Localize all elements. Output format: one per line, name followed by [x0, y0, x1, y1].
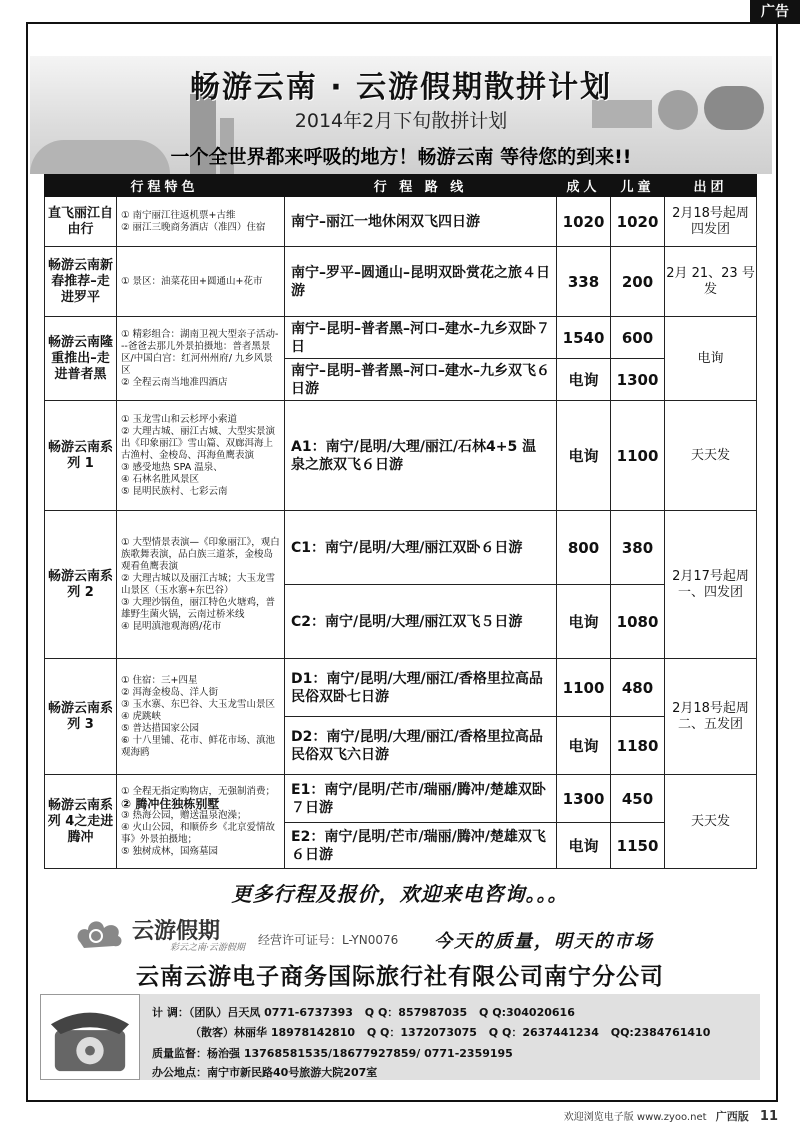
route: C1：南宁/昆明/大理/丽江双卧６日游	[285, 511, 557, 585]
route: E2：南宁/昆明/芒市/瑞丽/腾冲/楚雄双飞６日游	[285, 823, 557, 869]
child-price: 1020	[611, 197, 665, 247]
features	[117, 317, 285, 401]
route: A1：南宁/昆明/大理/丽江/石林4+5 温泉之旅双飞６日游	[285, 401, 557, 511]
features	[117, 197, 285, 247]
feature-item: ④ 昆明滇池观海鸥/花市	[121, 620, 222, 632]
contact-text: 计 调：（团队）吕天凤 0771-6737393	[152, 1006, 353, 1019]
route: 南宁–昆明–普者黑–河口–建水–九乡双卧７日	[285, 317, 557, 359]
adult-price: 800	[557, 511, 611, 585]
feature-item: ② 腾冲住独栋别墅	[121, 796, 220, 811]
adult-price: 电询	[557, 717, 611, 775]
contact-text: QQ:2384761410	[610, 1026, 711, 1039]
child-price: 200	[611, 247, 665, 317]
banner-title: 畅游云南 · 云游假期散拼计划	[189, 70, 613, 105]
category: 畅游云南隆重推出–走进普者黑	[45, 317, 117, 401]
table-row	[45, 659, 757, 717]
route: C2：南宁/昆明/大理/丽江双飞５日游	[285, 585, 557, 659]
feature-item: ⑤ 独树成林，国殇墓园	[121, 845, 219, 857]
table-row	[45, 197, 757, 247]
child-price: 480	[611, 659, 665, 717]
features	[117, 401, 285, 511]
feature-item: ④ 火山公园，和顺侨乡《北京爱情故事》外景拍摄地；	[121, 821, 276, 845]
adult-price: 电询	[557, 585, 611, 659]
departure: 2月18号起周四发团	[665, 197, 757, 247]
footer-edition: 广西版	[715, 1110, 749, 1123]
feature-item: ② 洱海金梭岛、洋人街	[121, 686, 219, 698]
adult-price: 电询	[557, 359, 611, 401]
feature-item: ② 丽江三晚商务酒店（准四）住宿	[121, 221, 266, 233]
adult-price: 1540	[557, 317, 611, 359]
route: 南宁–丽江一地休闲双飞四日游	[285, 197, 557, 247]
features	[117, 775, 285, 869]
company-name: 云南云游电子商务国际旅行社有限公司南宁分公司	[136, 964, 664, 990]
child-price: 1080	[611, 585, 665, 659]
footer-site: 欢迎浏览电子版 www.zyoo.net	[563, 1112, 707, 1123]
route: D1：南宁/昆明/大理/丽江/香格里拉高品民俗双卧七日游	[285, 659, 557, 717]
child-price: 1100	[611, 401, 665, 511]
feature-item: ⑤ 昆明民族村、七彩云南	[121, 485, 228, 497]
category: 直飞丽江自由行	[45, 197, 117, 247]
banner	[30, 56, 772, 174]
feature-item: ① 精彩组合：湖南卫视大型亲子活动---爸爸去那儿外景拍摄地：普者黑景区/中国白宫：红河州州府/ 九乡风景区	[121, 328, 279, 376]
departure: 天天发	[665, 401, 757, 511]
feature-item: ② 全程云南当地准四酒店	[121, 376, 228, 388]
child-price: 380	[611, 511, 665, 585]
child-price: 450	[611, 775, 665, 823]
feature-item: ① 玉龙雪山和云杉坪小索道	[121, 413, 238, 425]
col-header: 儿童	[611, 175, 665, 197]
features	[117, 247, 285, 317]
col-header: 成人	[557, 175, 611, 197]
page-number: 11	[759, 1109, 778, 1124]
category: 畅游云南系列 2	[45, 511, 117, 659]
feature-item: ③ 感受地热 SPA 温泉、	[121, 461, 223, 473]
feature-item: ① 大型情景表演—《印象丽江》，观白族歌舞表演，品白族三道茶，金梭岛观看鱼鹰表演	[121, 536, 280, 572]
contact-text: （散客）林丽华 18978142810	[190, 1026, 356, 1039]
feature-item: ② 大理古城、丽江古城、大型实景演出《印象丽江》雪山篇、双廊洱海上古渔村、金梭岛、洱海鱼鹰表演	[121, 425, 276, 461]
category: 畅游云南系列 3	[45, 659, 117, 775]
brand-tagline: 彩云之南·云游假期	[170, 943, 245, 953]
departure: 2月 21、23 号发	[665, 247, 757, 317]
contact-line	[190, 1024, 718, 1040]
adult-price: 1300	[557, 775, 611, 823]
license-number: 经营许可证号：L-YN0076	[258, 933, 399, 947]
contact-line: 办公地点：南宁市新民路40号旅游大院207室	[152, 1066, 378, 1079]
feature-item: ① 住宿：三+四星	[121, 674, 198, 686]
feature-item: ⑥ 十八里铺、花市、鲜花市场、滇池观海鸥	[121, 734, 276, 758]
feature-item: ③ 玉水寨、东巴谷、大玉龙雪山景区	[121, 698, 276, 710]
table-row	[45, 775, 757, 823]
feature-item: ① 全程无指定购物店，无强制消费；	[121, 785, 276, 797]
route: D2：南宁/昆明/大理/丽江/香格里拉高品民俗双飞六日游	[285, 717, 557, 775]
child-price: 1180	[611, 717, 665, 775]
category: 畅游云南新春推荐–走进罗平	[45, 247, 117, 317]
route: E1：南宁/昆明/芒市/瑞丽/腾冲/楚雄双卧７日游	[285, 775, 557, 823]
adult-price: 338	[557, 247, 611, 317]
features	[117, 511, 285, 659]
banner-slogan: 一个全世界都来呼吸的地方！畅游云南 等待您的到来!!	[170, 146, 632, 168]
table-header	[45, 175, 757, 197]
category: 畅游云南系列 1	[45, 401, 117, 511]
table-row	[45, 317, 757, 359]
table-row	[45, 511, 757, 585]
departure: 天天发	[665, 775, 757, 869]
adult-price: 电询	[557, 823, 611, 869]
more-info-line: 更多行程及报价，欢迎来电咨询。。。	[231, 882, 569, 906]
telephone-icon-box	[40, 994, 140, 1080]
page-footer	[564, 1108, 778, 1124]
category: 畅游云南系列 4之走进腾冲	[45, 775, 117, 869]
ad-tag: 广告	[750, 0, 800, 24]
adult-price: 1100	[557, 659, 611, 717]
contact-line: 质量监督：杨治强 13768581535/18677927859/ 0771-2359195	[152, 1047, 513, 1060]
child-price: 1150	[611, 823, 665, 869]
feature-item: ① 南宁丽江往返机票+古维	[121, 209, 236, 221]
departure: 2月17号起周一、四发团	[665, 511, 757, 659]
table-row	[45, 401, 757, 511]
banner-subtitle: 2014年2月下旬散拼计划	[294, 110, 508, 132]
departure: 电询	[665, 317, 757, 401]
feature-item: ④ 石林名胜风景区	[121, 473, 200, 485]
col-header: 出团	[665, 175, 757, 197]
brand-name: 云游假期	[132, 919, 221, 944]
contact-panel	[40, 994, 760, 1080]
feature-item: ② 大理古城以及丽江古城；大玉龙雪山景区（玉水寨+东巴谷）	[121, 572, 276, 596]
feature-item: ① 景区：油菜花田+圆通山+花市	[121, 275, 263, 287]
child-price: 1300	[611, 359, 665, 401]
contact-line	[152, 1004, 583, 1020]
contact-text: Q Q：857987035	[364, 1006, 468, 1019]
feature-item: ④ 虎跳峡	[121, 710, 162, 722]
col-header: 行 程 路 线	[285, 175, 557, 197]
contact-text: Q Q：1372073075	[366, 1026, 477, 1039]
cloud-logo-icon	[74, 912, 126, 954]
route: 南宁–昆明–普者黑–河口–建水–九乡双飞６日游	[285, 359, 557, 401]
itinerary-table	[44, 174, 757, 869]
child-price: 600	[611, 317, 665, 359]
adult-price: 1020	[557, 197, 611, 247]
feature-item: ③ 热海公园，赠送温泉泡澡；	[121, 809, 247, 821]
motto: 今天的质量，明天的市场	[434, 931, 654, 952]
route: 南宁–罗平–圆通山–昆明双卧赏花之旅４日游	[285, 247, 557, 317]
contact-text: Q Q：2637441234	[488, 1026, 599, 1039]
feature-item: ③ 大理沙锅鱼，丽江特色火塘鸡，普雄野生菌火锅，云南过桥米线	[121, 596, 276, 620]
telephone-icon	[41, 995, 139, 1079]
contact-text: Q Q:304020616	[479, 1006, 575, 1019]
adult-price: 电询	[557, 401, 611, 511]
col-header: 行程特色	[45, 175, 285, 197]
features	[117, 659, 285, 775]
table-row	[45, 247, 757, 317]
feature-item: ⑤ 普达措国家公园	[121, 722, 200, 734]
departure: 2月18号起周二、五发团	[665, 659, 757, 775]
